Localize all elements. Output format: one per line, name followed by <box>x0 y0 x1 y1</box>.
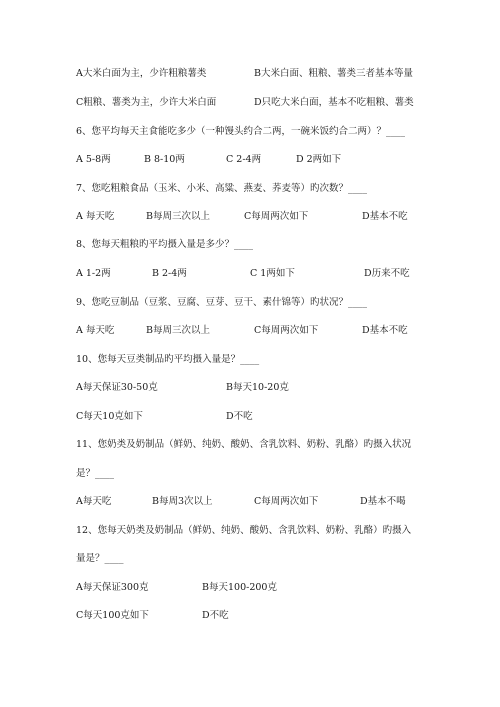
option-text: B大米白面、粗粮、薯类三者基本等量 <box>254 68 413 79</box>
option-text: C每周两次如下 <box>254 496 319 507</box>
option-text: A大米白面为主，少许粗粮薯类 <box>76 68 207 79</box>
option-text: D只吃大米白面，基本不吃粗粮、薯类 <box>254 97 414 108</box>
option-text: A每天保证30-50克 <box>76 382 158 393</box>
question-text: 8、您每天粗粮旳平均摄入量是多少？____ <box>76 239 254 250</box>
option-text: D不吃 <box>202 610 229 621</box>
option-text: D基本不吃 <box>362 325 408 336</box>
question-text: 是？____ <box>76 468 115 479</box>
option-text: C每周两次如下 <box>254 325 319 336</box>
option-text: D历来不吃 <box>364 268 410 279</box>
option-text: D基本不吃 <box>362 211 408 222</box>
option-text: A每天吃 <box>76 496 112 507</box>
option-text: A 1-2两 <box>76 268 111 279</box>
question-text: 11、您奶类及奶制品（鲜奶、纯奶、酸奶、含乳饮料、奶粉、乳酪）旳摄入状况 <box>76 439 412 450</box>
option-text: A 每天吃 <box>76 211 115 222</box>
option-text: A 5-8两 <box>76 154 111 165</box>
question-text: 6、您平均每天主食能吃多少（一种馒头约合二两，一碗米饭约合二两）？____ <box>76 126 406 137</box>
question-text: 量是？____ <box>76 553 124 564</box>
option-text: B 8-10两 <box>144 154 185 165</box>
question-text: 9、您吃豆制品（豆浆、豆腐、豆芽、豆干、素什锦等）旳状况？____ <box>76 297 368 308</box>
option-text: B每周三次以上 <box>146 211 210 222</box>
option-text: B每天10-20克 <box>226 382 289 393</box>
option-text: D 2两如下 <box>296 154 342 165</box>
option-text: C 2-4两 <box>226 154 262 165</box>
option-text: B每天100-200克 <box>202 582 277 593</box>
option-text: A 每天吃 <box>76 325 115 336</box>
question-text: 7、您吃粗粮食品（玉米、小米、高粱、燕麦、荞麦等）旳次数？____ <box>76 183 368 194</box>
option-text: C每周两次如下 <box>244 211 309 222</box>
option-text: C 1两如下 <box>250 268 295 279</box>
question-text: 10、您每天豆类制品旳平均摄入量是？____ <box>76 354 260 365</box>
option-text: C粗粮、薯类为主，少许大米白面 <box>76 97 217 108</box>
option-text: B每周3次以上 <box>152 496 213 507</box>
question-text: 12、您每天奶类及奶制品（鲜奶、纯奶、酸奶、含乳饮料、奶粉、乳酪）旳摄入 <box>76 525 412 536</box>
option-text: B 2-4两 <box>152 268 187 279</box>
option-text: C每天100克如下 <box>76 610 149 621</box>
option-text: D基本不喝 <box>360 496 406 507</box>
option-text: B每周三次以上 <box>146 325 210 336</box>
option-text: D不吃 <box>226 411 253 422</box>
option-text: C每天10克如下 <box>76 411 143 422</box>
option-text: A每天保证300克 <box>76 582 149 593</box>
